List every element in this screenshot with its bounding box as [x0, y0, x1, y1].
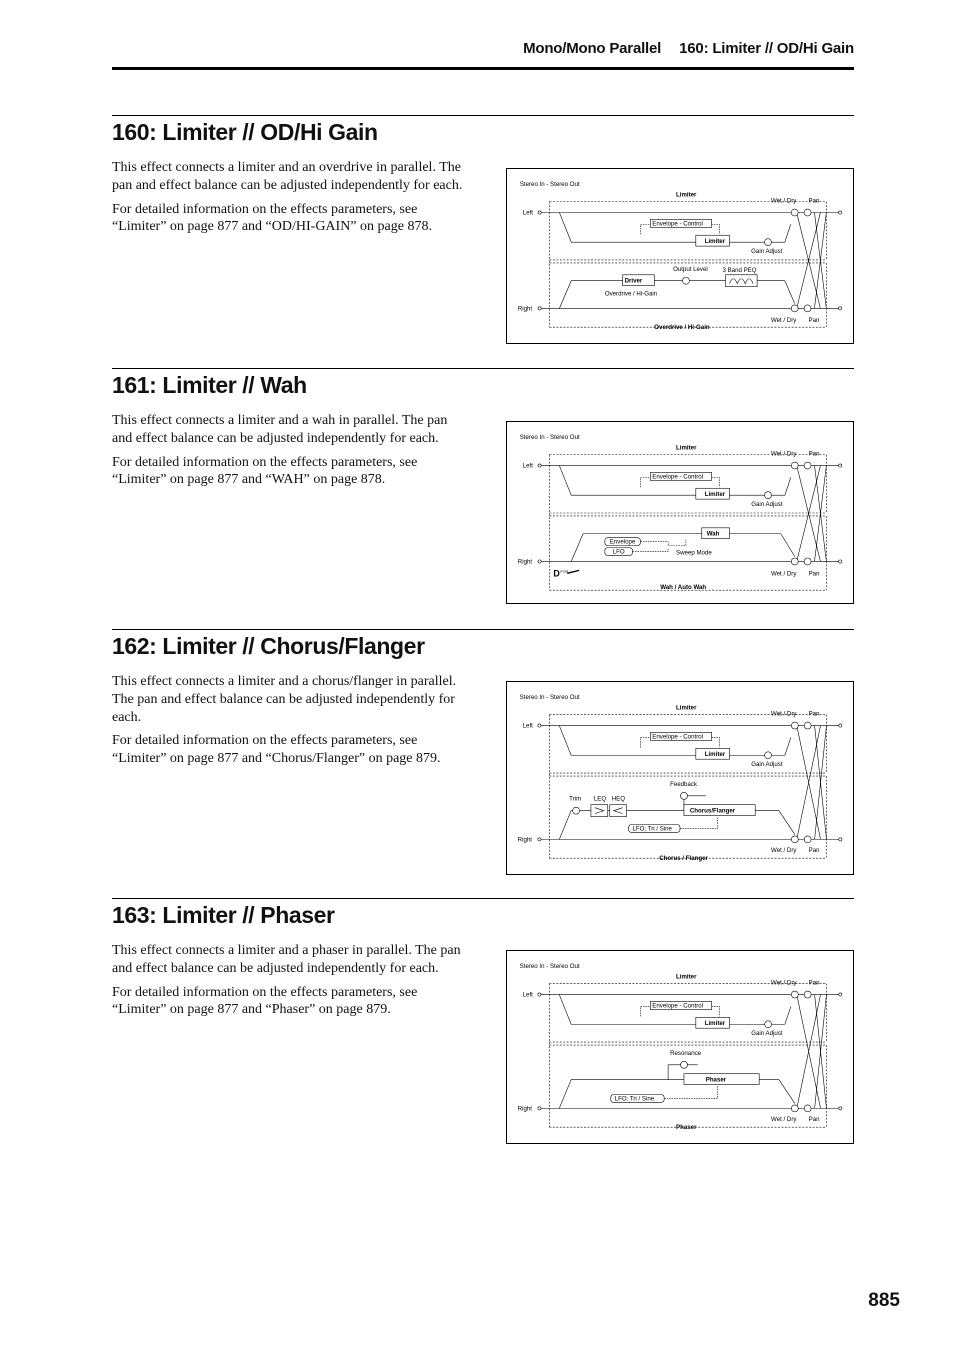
wet-dry-label: Wet / Dry [771, 847, 797, 855]
wah-box-label: Wah [706, 530, 720, 538]
pan-label: Pan [808, 450, 820, 458]
running-head-section: Mono/Mono Parallel [523, 40, 662, 57]
paragraph: For detailed information on the effects parameters, see “Limiter” on page 877 and “WAH” on page 878. [112, 454, 418, 488]
section-rule [112, 898, 854, 899]
header-rule [112, 67, 854, 70]
signal-flow-diagram [506, 950, 854, 1144]
left-label: Left [522, 991, 533, 999]
wet-dry-label: Wet / Dry [770, 570, 797, 578]
driver-sub-label: Overdrive / Hi-Gain [604, 290, 658, 298]
driver-box-label: Driver [624, 277, 643, 285]
right-label: Right [517, 305, 533, 313]
trim-label: Trim [569, 795, 582, 803]
page-number: 885 [868, 1290, 900, 1311]
diagram-svg [507, 682, 853, 874]
pan-label: Pan [808, 1116, 820, 1124]
signal-flow-diagram [506, 168, 854, 344]
sweep-mode-label: Sweep Mode [676, 549, 712, 557]
signal-flow-diagram [506, 681, 854, 875]
lower-block-label: Wah / Auto Wah [660, 584, 707, 592]
lfo-label: LFO: Tri / Sine [632, 825, 672, 833]
resonance-label: Resonance [670, 1049, 702, 1057]
left-label: Left [522, 722, 533, 730]
output-level-label: Output Level [673, 265, 708, 273]
pan-label: Pan [808, 847, 820, 855]
section-163 [112, 898, 854, 1148]
chorus-box-label: Chorus/Flanger [689, 807, 736, 815]
gain-adjust-label: Gain Adjust [751, 761, 783, 769]
envelope-label: Envelope [609, 538, 636, 546]
lfo-label: LFO [612, 548, 625, 556]
stereo-io-label: Stereo In - Stereo Out [519, 693, 580, 701]
stereo-io-label: Stereo In - Stereo Out [519, 962, 580, 970]
wet-dry-label: Wet / Dry [771, 1116, 797, 1124]
upper-block-label: Limiter [676, 191, 697, 199]
section-title: 163: Limiter // Phaser [112, 902, 335, 928]
wet-dry-label: Wet / Dry [770, 450, 797, 458]
left-label: Left [522, 462, 533, 470]
env-ctrl-label: Envelope - Control [652, 220, 703, 228]
dmod-label: D [553, 568, 560, 579]
env-ctrl-label: Envelope - Control [652, 473, 704, 481]
section-rule [112, 115, 854, 116]
limiter-box-label: Limiter [704, 491, 726, 499]
env-ctrl-label: Envelope - Control [652, 1002, 704, 1010]
section-title: 160: Limiter // OD/Hi Gain [112, 119, 378, 145]
running-head-effect: 160: Limiter // OD/Hi Gain [679, 40, 854, 57]
left-label: Left [522, 209, 534, 217]
diagram-svg [507, 951, 853, 1143]
phaser-box-label: Phaser [705, 1076, 727, 1084]
section-title: 162: Limiter // Chorus/Flanger [112, 633, 425, 659]
diagram-svg [507, 169, 853, 343]
wet-dry-label: Wet / Dry [771, 710, 797, 718]
section-162 [112, 629, 854, 879]
right-label: Right [517, 836, 533, 844]
lower-block-label: Chorus / Flanger [659, 855, 708, 863]
paragraph: This effect connects a limiter and a wah in parallel. The pan and effect balance can be adjusted independently for each. [112, 413, 448, 446]
gain-adjust-label: Gain Adjust [751, 1030, 783, 1038]
section-body [112, 412, 467, 495]
limiter-box-label: Limiter [704, 751, 726, 759]
paragraph: This effect connects a limiter and a chorus/flanger in parallel. The pan and effect balance can be adjusted independently for each. [112, 674, 457, 725]
diagram-svg [507, 422, 853, 603]
gain-adjust-label: Gain Adjust [751, 248, 783, 256]
pan-label: Pan [808, 570, 820, 578]
section-rule [112, 368, 854, 369]
pan-label: Pan [808, 979, 820, 987]
stereo-io-label: Stereo In - Stereo Out [519, 180, 580, 188]
feedback-label: Feedback [670, 780, 698, 788]
wet-dry-label: Wet / Dry [770, 317, 797, 325]
env-ctrl-label: Envelope - Control [652, 733, 704, 741]
dmod-sup-label: mod [560, 568, 568, 574]
section-body [112, 942, 467, 1025]
lfo-label: LFO: Tri / Sine [614, 1095, 655, 1103]
running-head [112, 40, 854, 66]
section-161 [112, 368, 854, 613]
wet-dry-label: Wet / Dry [771, 979, 797, 987]
peq-label: 3 Band PEQ [722, 266, 757, 274]
section-160 [112, 115, 854, 350]
section-rule [112, 629, 854, 630]
paragraph: This effect connects a limiter and an overdrive in parallel. The pan and effect balance can be adjusted independently for each. [112, 160, 463, 193]
upper-block-label: Limiter [676, 444, 697, 452]
pan-label: Pan [808, 197, 820, 205]
upper-block-label: Limiter [676, 704, 697, 712]
paragraph: For detailed information on the effects parameters, see “Limiter” on page 877 and “Phaser” on page 879. [112, 984, 418, 1018]
section-body [112, 673, 467, 774]
leq-label: LEQ [593, 795, 607, 803]
limiter-box-label: Limiter [704, 238, 726, 246]
gain-adjust-label: Gain Adjust [751, 501, 783, 509]
pan-label: Pan [808, 710, 820, 718]
paragraph: This effect connects a limiter and a phaser in parallel. The pan and effect balance can be adjusted independently for each. [112, 943, 461, 976]
section-title: 161: Limiter // Wah [112, 372, 307, 398]
lower-block-label: Phaser [676, 1124, 697, 1132]
signal-flow-diagram [506, 421, 854, 604]
heq-label: HEQ [611, 795, 625, 803]
upper-block-label: Limiter [676, 973, 697, 981]
lower-block-label: Overdrive / Hi-Gain [654, 324, 710, 332]
right-label: Right [517, 558, 533, 566]
paragraph: For detailed information on the effects parameters, see “Limiter” on page 877 and “Chorus/Flanger” on page 879. [112, 733, 441, 767]
section-body [112, 159, 467, 242]
stereo-io-label: Stereo In - Stereo Out [519, 433, 580, 441]
pan-label: Pan [808, 317, 820, 325]
wet-dry-label: Wet / Dry [770, 197, 797, 205]
limiter-box-label: Limiter [704, 1020, 726, 1028]
right-label: Right [517, 1105, 533, 1113]
paragraph: For detailed information on the effects parameters, see “Limiter” on page 877 and “OD/HI-GAIN” on page 878. [112, 201, 432, 235]
